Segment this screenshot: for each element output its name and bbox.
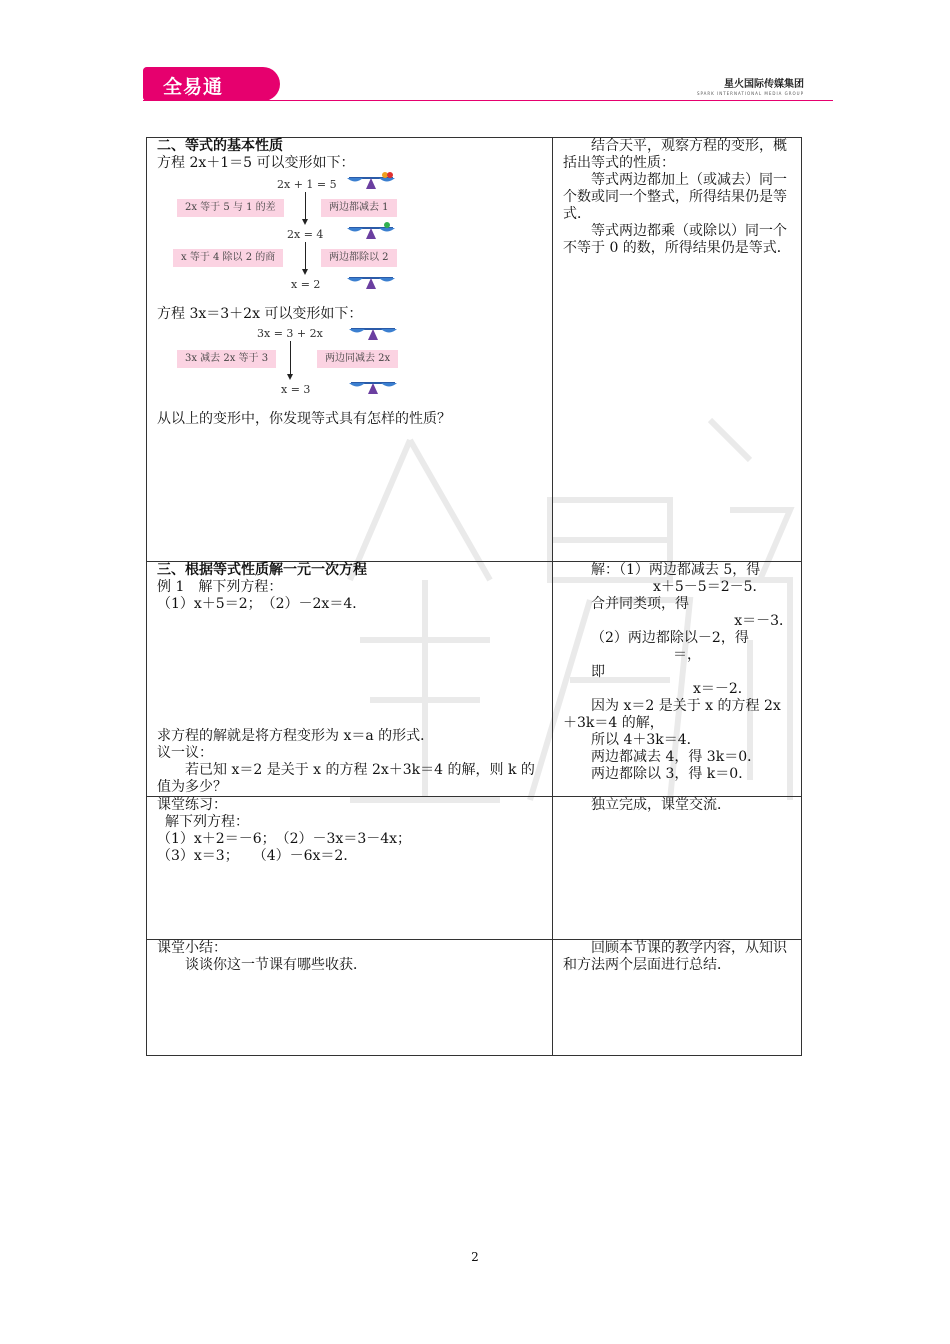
publisher-name-cn: 星火国际传媒集团	[724, 79, 804, 90]
sec2-right	[553, 138, 801, 561]
table-row	[147, 940, 801, 1055]
sec2-line2: 方程 3x＝3＋2x 可以变形如下：	[157, 306, 363, 322]
sec3-example: 例 1 解下列方程：	[157, 579, 283, 595]
summary-right	[553, 940, 801, 1055]
balance-scale-icon	[345, 218, 397, 240]
sec3-sol-4: x＝－3．	[734, 613, 793, 629]
sec3-sol-9: 因为 x＝2 是关于 x 的方程 2x＋3k＝4 的解，	[563, 698, 781, 731]
balance-figure-1	[157, 172, 544, 306]
sec2-right-p2: 等式两边都加上（或减去）同一个数或同一个整式，所得结果仍是等式．	[563, 172, 787, 222]
sec3-sol-3: 合并同类项，得	[591, 596, 689, 612]
page-number: 2	[471, 1250, 479, 1264]
down-arrow-icon	[290, 341, 291, 375]
sec3-title: 三、根据等式性质解一元一次方程	[157, 562, 367, 578]
publisher-name-en: SPARK INTERNATIONAL MEDIA GROUP	[696, 91, 804, 96]
balance-scale-icon	[347, 319, 399, 341]
sec3-left	[147, 562, 553, 796]
table-row	[147, 138, 801, 562]
sec3-sol-5: （2）两边都除以－2，得	[591, 630, 749, 646]
practice-right	[553, 797, 801, 939]
sec3-sol-11: 两边都减去 4，得 3k＝0．	[591, 749, 762, 765]
fig1-right2: 两边都除以 2	[321, 249, 397, 267]
practice-right-text: 独立完成，课堂交流．	[591, 797, 731, 813]
summary-body: 谈谈你这一节课有哪些收获．	[185, 957, 367, 973]
logo-text: 全易通	[163, 76, 224, 98]
fig2-eq1: 3x = 3 + 2x	[257, 327, 323, 340]
balance-scale-icon	[345, 168, 397, 190]
balance-scale-icon	[347, 373, 399, 395]
fig1-left2: x 等于 4 除以 2 的商	[173, 249, 283, 267]
table-row	[147, 562, 801, 797]
sec3-sol-6: ＝，	[673, 647, 701, 663]
sec3-sol-2: x＋5－5＝2－5．	[653, 579, 767, 595]
sec3-sol-12: 两边都除以 3，得 k＝0．	[591, 766, 753, 782]
practice-sub: 解下列方程：	[165, 814, 249, 830]
sec2-line1: 方程 2x＋1＝5 可以变形如下：	[157, 155, 355, 171]
fig2-right1: 两边同减去 2x	[317, 350, 398, 368]
publisher-brand	[697, 75, 804, 96]
balance-scale-icon	[345, 268, 397, 290]
fig1-left1: 2x 等于 5 与 1 的差	[177, 199, 284, 217]
sec3-sol-8: x＝－2．	[693, 681, 752, 697]
balance-figure-2	[157, 323, 544, 411]
fig1-right1: 两边都减去 1	[321, 199, 397, 217]
down-arrow-icon	[305, 192, 306, 220]
sec2-right-p1: 结合天平，观察方程的变形，概括出等式的性质：	[563, 138, 787, 171]
sec2-question: 从以上的变形中，你发现等式具有怎样的性质？	[157, 411, 451, 427]
summary-title: 课堂小结：	[157, 940, 227, 956]
sec3-right	[553, 562, 801, 796]
lesson-table	[146, 137, 802, 1056]
sec2-title: 二、等式的基本性质	[157, 138, 283, 154]
fig1-eq2: 2x = 4	[287, 228, 324, 241]
down-arrow-icon	[305, 242, 306, 270]
sec2-right-p3: 等式两边都乘（或除以）同一个不等于 0 的数，所得结果仍是等式．	[563, 223, 791, 256]
header-divider	[143, 100, 833, 101]
sec3-discuss-question: 若已知 x＝2 是关于 x 的方程 2x＋3k＝4 的解，则 k 的值为多少？	[157, 762, 535, 795]
fig1-eq3: x = 2	[291, 278, 321, 291]
sec2-left	[147, 138, 553, 561]
fig2-left1: 3x 减去 2x 等于 3	[177, 350, 276, 368]
brand-logo	[143, 67, 280, 101]
summary-right-text: 回顾本节课的教学内容，从知识和方法两个层面进行总结．	[563, 940, 787, 973]
practice-line2: （3）x＝3； （4）－6x＝2．	[157, 848, 358, 864]
practice-line1: （1）x＋2＝－6； （2）－3x＝3－4x；	[157, 831, 412, 847]
sec3-summary: 求方程的解就是将方程变形为 x＝a 的形式．	[157, 728, 435, 744]
practice-left	[147, 797, 553, 939]
fig1-eq1: 2x + 1 = 5	[277, 178, 337, 191]
summary-left	[147, 940, 553, 1055]
practice-title: 课堂练习：	[157, 797, 227, 813]
table-row	[147, 797, 801, 940]
sec3-sol-10: 所以 4＋3k＝4．	[591, 732, 701, 748]
fig2-eq2: x = 3	[281, 383, 311, 396]
sec3-sol-1: 解：（1）两边都减去 5，得	[591, 562, 761, 578]
sec3-discuss: 议一议：	[157, 745, 213, 761]
sec3-problems: （1）x＋5＝2； （2）－2x＝4．	[157, 596, 367, 612]
sec3-sol-7: 即	[591, 664, 605, 680]
